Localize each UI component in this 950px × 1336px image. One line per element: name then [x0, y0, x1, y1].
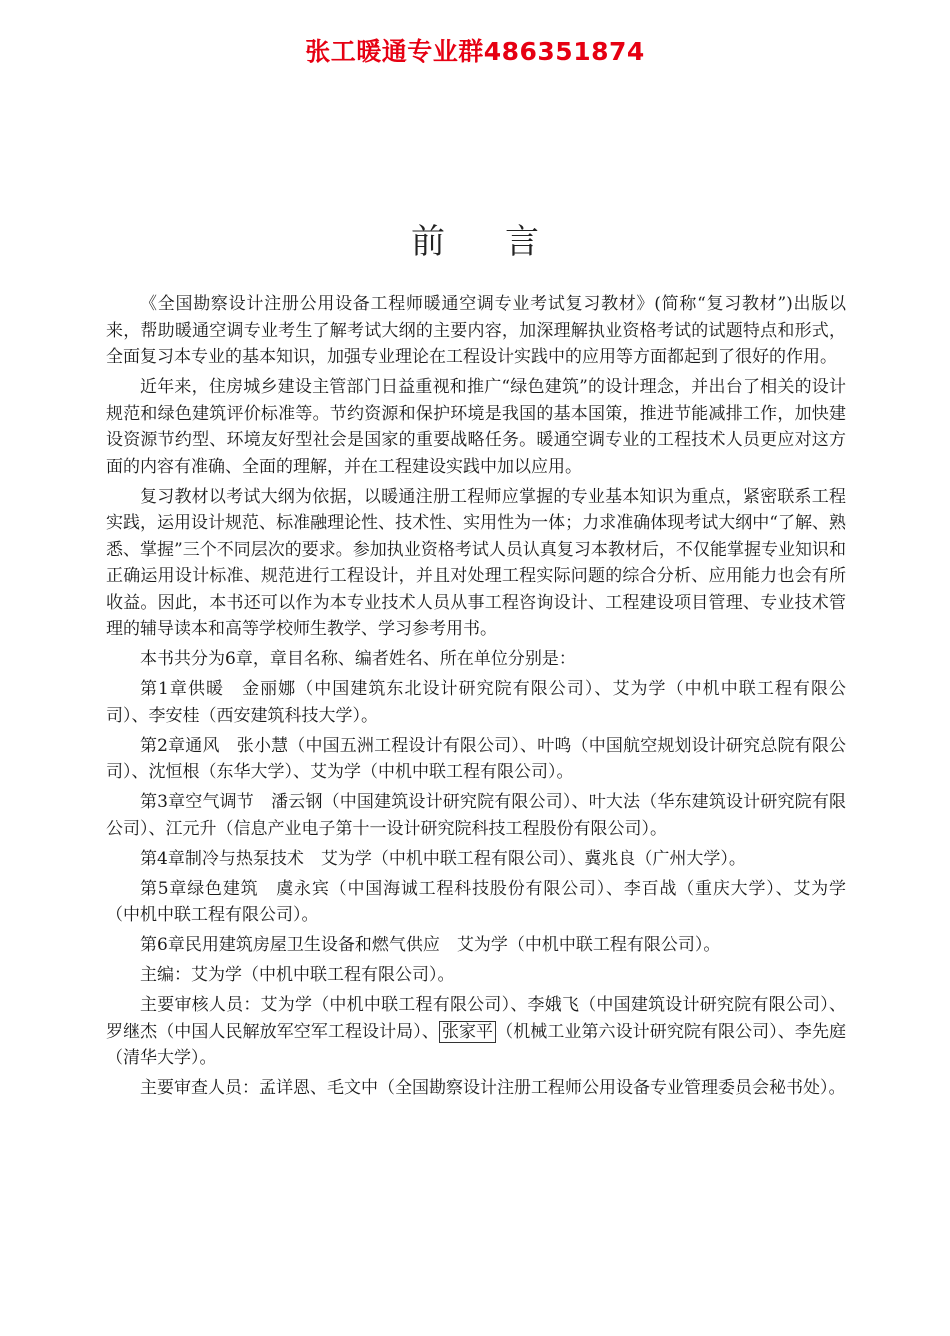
paragraph-intro: 《全国勘察设计注册公用设备工程师暖通空调专业考试复习教材》(简称“复习教材”)出版以来，帮助暖通空调专业考生了解考试大纲的主要内容，加深理解执业资格考试的试题特点和形式，全面复习本专业的基本知识，加强专业理论在工程设计实践中的应用等方面都起到了很好的作用。 — [106, 294, 846, 367]
chief-editor: 主编：艾为学（中机中联工程有限公司）。 — [140, 965, 455, 985]
chapter-3-authors: 第3章空气调节 潘云钢（中国建筑设计研究院有限公司）、叶大法（华东建筑设计研究院有限公司）、江元升（信息产业电子第十一设计研究院科技工程股份有限公司）。 — [106, 792, 846, 839]
paragraph-green-building: 近年来，住房城乡建设主管部门日益重视和推广“绿色建筑”的设计理念，并出台了相关的设计规范和绿色建筑评价标准等。节约资源和保护环境是我国的基本国策，推进节能减排工作，加快建设资源节约型、环境友好型社会是国家的重要战略任务。暖通空调专业的工程技术人员更应对这方面的内容有准确、全面的理解，并在工程建设实践中加以应用。 — [106, 377, 846, 477]
chapter-4-authors: 第4章制冷与热泵技术 艾为学（中机中联工程有限公司）、冀兆良（广州大学）。 — [140, 848, 746, 869]
paragraph-textbook-purpose: 复习教材以考试大纲为依据，以暖通注册工程师应掌握的专业基本知识为重点，紧密联系工程实践，运用设计规范、标准融理论性、技术性、实用性为一体；力求准确体现考试大纲中“了解、熟悉、掌握”三个不同层次的要求。参加执业资格考试人员认真复习本教材后，不仅能掌握专业知识和正确运用设计标准、规范进行工程设计，并且对处理工程实际问题的综合分析、应用能力也会有所收益。因此，本书还可以作为本专业技术人员从事工程咨询设计、工程建设项目管理、专业技术管理的辅导读本和高等学校师生教学、学习参考用书。 — [106, 486, 846, 639]
reviewers-paragraph — [106, 992, 846, 1072]
page-title: 前言 — [411, 222, 599, 262]
reviewers-after: （机械工业第六设计研究院有限公司）、李先庭（清华大学）。 — [106, 1021, 847, 1068]
examiners-paragraph: 主要审查人员：孟详恩、毛文中（全国勘察设计注册工程师公用设备专业管理委员会秘书处）。 — [140, 1078, 846, 1098]
chapter-2-authors: 第2章通风 张小慧（中国五洲工程设计有限公司）、叶鸣（中国航空规划设计研究总院有限公司）、沈恒根（东华大学）、艾为学（中机中联工程有限公司）。 — [106, 735, 846, 782]
chapter-5-authors: 第5章绿色建筑 虞永宾（中国海诚工程科技股份有限公司）、李百战（重庆大学）、艾为学（中机中联工程有限公司）。 — [106, 878, 846, 925]
preface-body — [106, 291, 846, 1105]
chapter-1-authors: 第1章供暖 金丽娜（中国建筑东北设计研究院有限公司）、艾为学（中机中联工程有限公司）、李安桂（西安建筑科技大学）。 — [106, 679, 846, 726]
chapter-6-authors: 第6章民用建筑房屋卫生设备和燃气供应 艾为学（中机中联工程有限公司）。 — [140, 935, 721, 955]
paragraph-chapter-overview: 本书共分为6章，章目名称、编者姓名、所在单位分别是： — [140, 649, 576, 669]
reviewers-before: 主要审核人员：艾为学（中机中联工程有限公司）、李娥飞（中国建筑设计研究院有限公司）、罗继杰（中国人民解放军空军工程设计局）、 — [106, 995, 846, 1042]
watermark-banner: 张工暖通专业群486351874 — [305, 37, 645, 66]
boxed-reviewer-name: 张家平 — [439, 1021, 496, 1043]
